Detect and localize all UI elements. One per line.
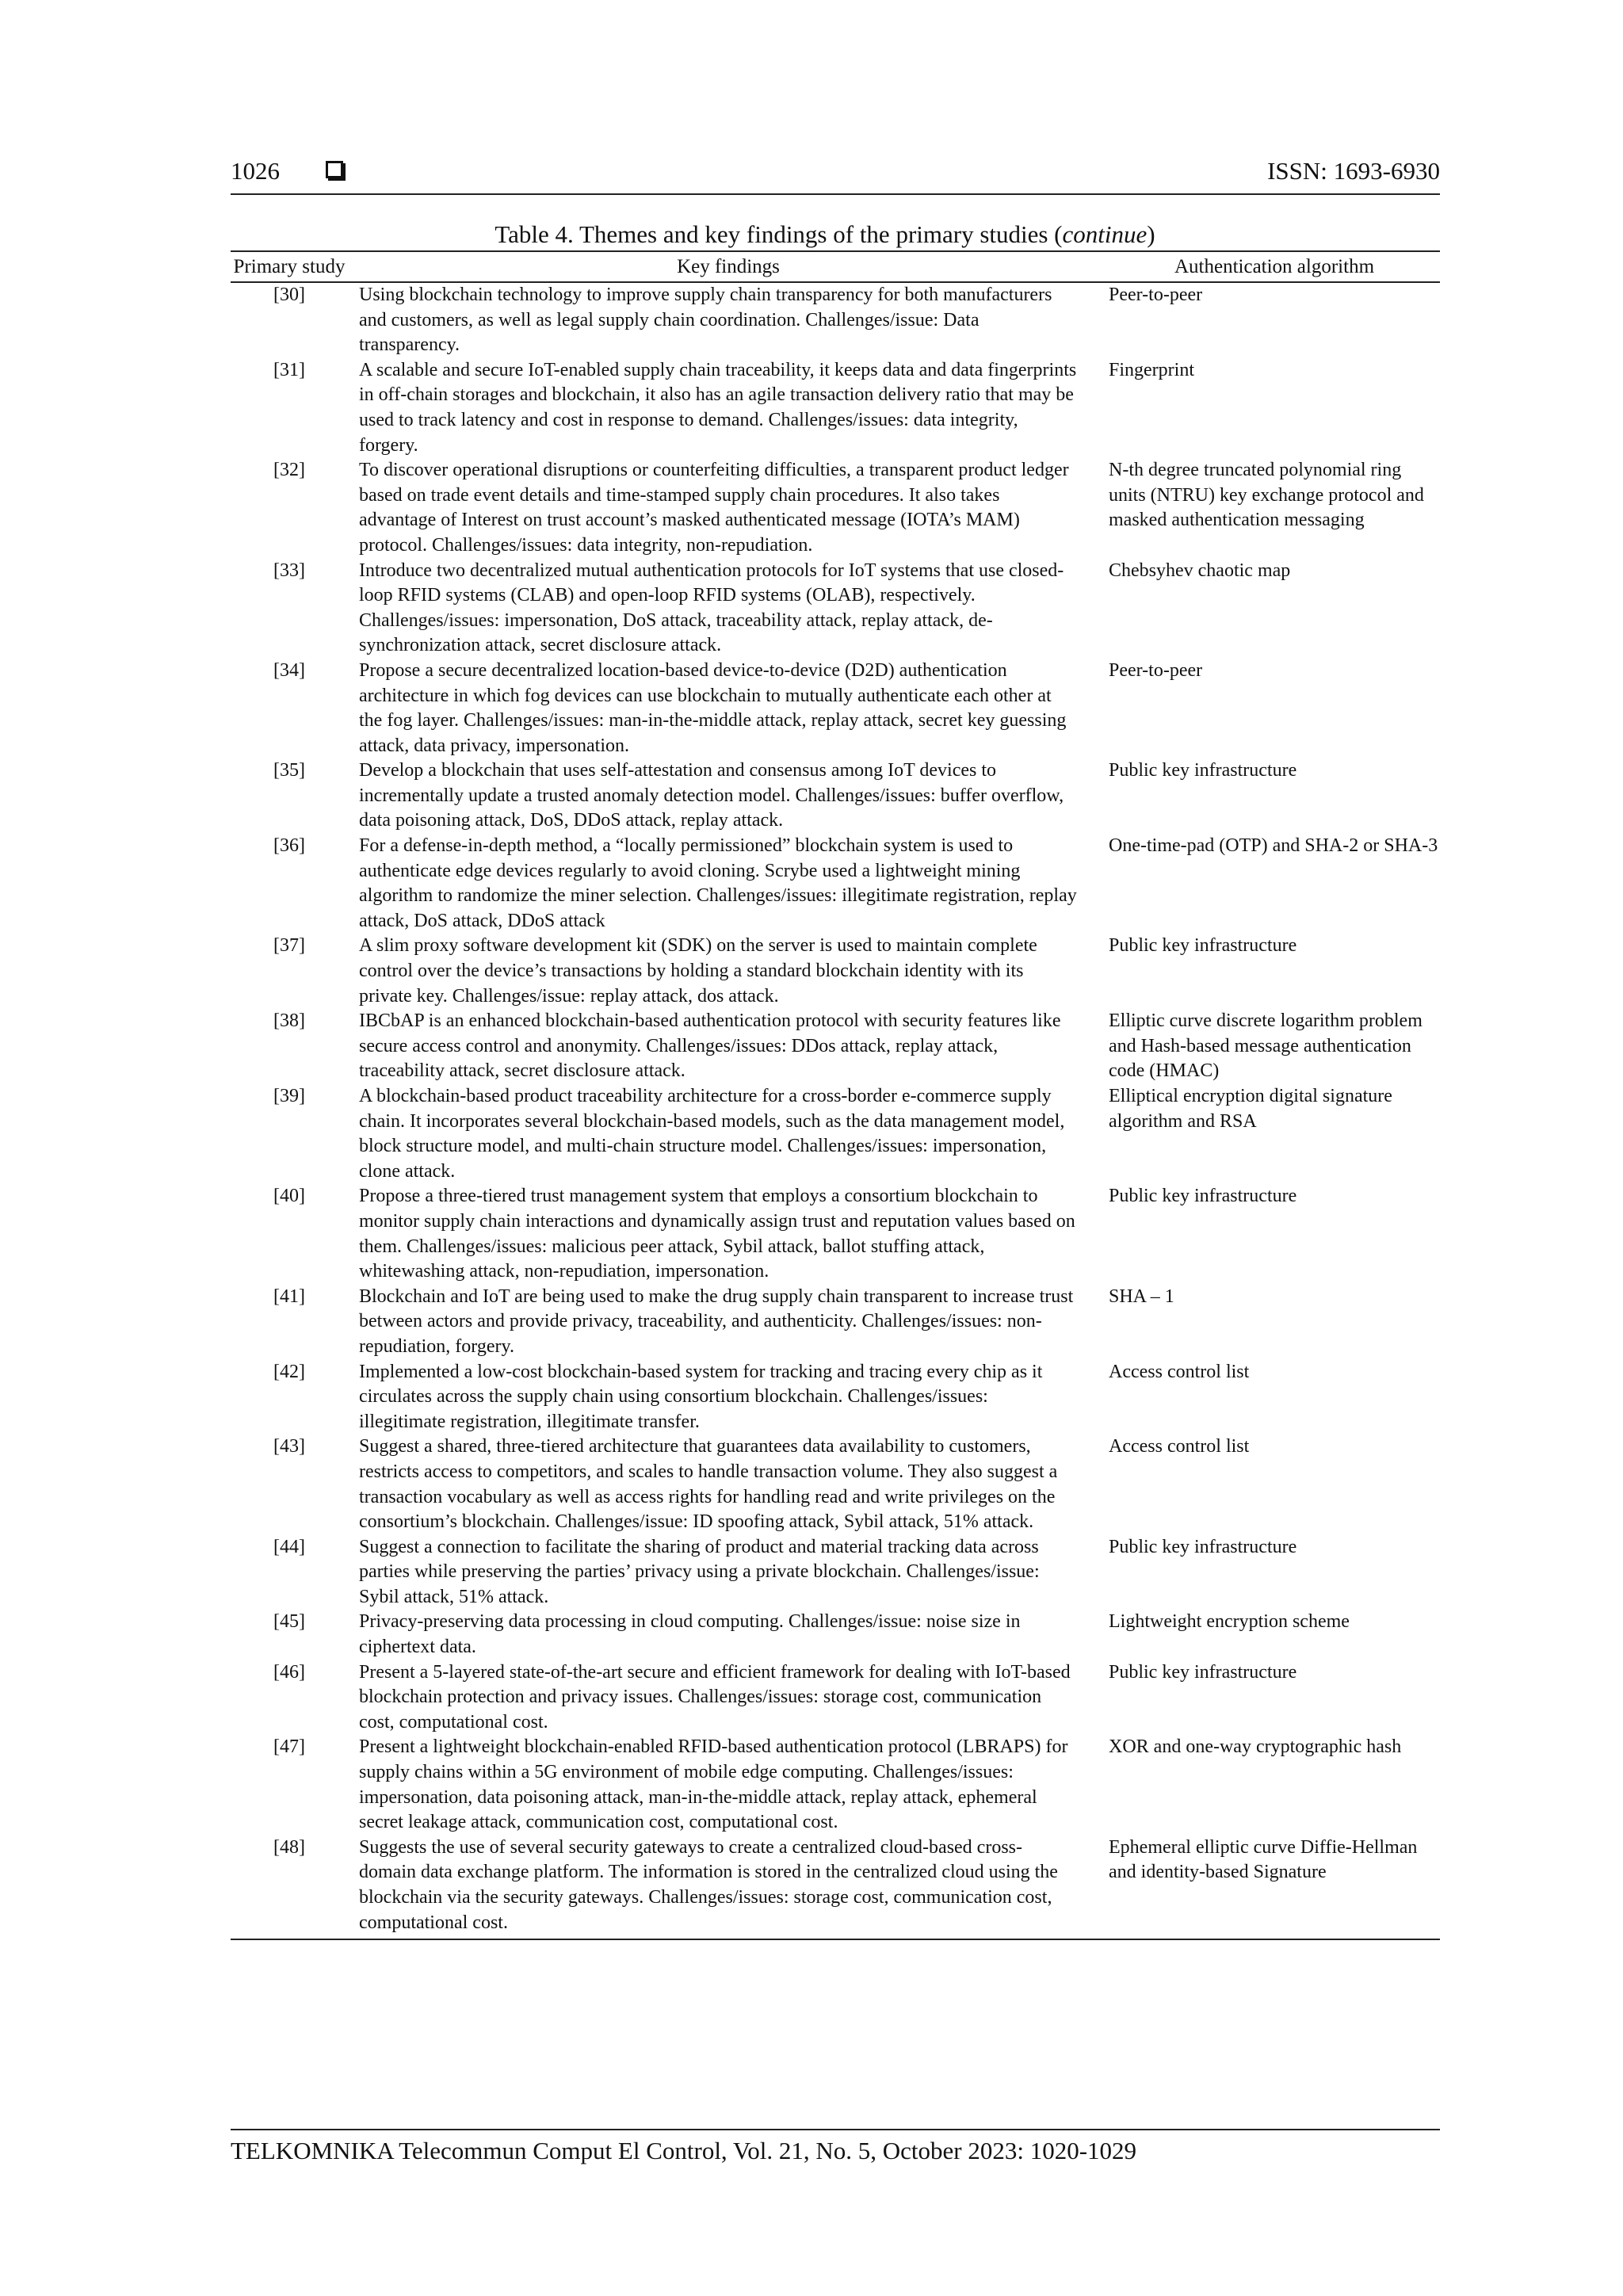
page-header <box>231 155 1440 195</box>
caption-end: ) <box>1147 220 1155 248</box>
table-row <box>231 834 1440 934</box>
table-row <box>231 1009 1440 1084</box>
cell-primary-study: [39] <box>273 1086 305 1106</box>
table-caption <box>231 219 1440 252</box>
cell-key-findings: A slim proxy software development kit (SDK) on the server is used to maintain complete control over the device’s transactions by holding a standard blockchain identity with its private key. Challenges/issue: replay attack, dos attack. <box>359 935 1037 1007</box>
cell-authentication-algorithm: Public key infrastructure <box>1109 1661 1297 1683</box>
table-row <box>231 458 1440 558</box>
cell-key-findings: Suggests the use of several security gateways to create a centralized cloud-based cross-domain data exchange platform. The information is stored in the centralized cloud using the blockchain via the security gateways. Challenges/issues: storage cost, communication cost, computational cost. <box>348 1836 1109 1939</box>
cell-primary-study: [42] <box>273 1361 305 1382</box>
table-row <box>231 1435 1440 1534</box>
table-row <box>231 1285 1440 1360</box>
table-row <box>231 1535 1440 1610</box>
cell-key-findings: Introduce two decentralized mutual authentication protocols for IoT systems that use closed-loop RFID systems (CLAB) and open-loop RFID systems (OLAB), respectively. Challenges/issues: impersonation, DoS attack, traceability attack, replay attack, de-synchronization attack, secret disclosure attack. <box>359 560 1064 656</box>
cell-primary-study: [30] <box>273 285 305 305</box>
cell-key-findings: Suggest a shared, three-tiered architecture that guarantees data availability to customers, restricts access to competitors, and scales to handle transaction volume. They also suggest a transaction vocabulary as well as access rights for handling read and write privileges on the consortium’s blockchain. Challenges/issue: ID spoofing attack, Sybil attack, 51% attack. <box>359 1436 1058 1533</box>
cell-primary-study: [32] <box>273 460 305 481</box>
cell-primary-study: [35] <box>273 760 305 781</box>
cell-authentication-algorithm: Public key infrastructure <box>1109 1186 1297 1207</box>
cell-key-findings: To discover operational disruptions or counterfeiting difficulties, a transparent product ledger based on trade event details and time-stamped supply chain procedures. It also takes advantage of Interest on trust account’s masked authenticated message (IOTA’s MAM) protocol. Challenges/issues: data integrity, non-repudiation. <box>359 460 1069 556</box>
cell-primary-study: [45] <box>273 1611 305 1633</box>
cell-key-findings: Blockchain and IoT are being used to make the drug supply chain transparent to increase trust between actors and provide privacy, traceability, and authenticity. Challenges/issues: non-repudiation, forgery. <box>359 1286 1074 1357</box>
column-header-algorithm: Authentication algorithm <box>1109 252 1440 282</box>
table-row <box>231 358 1440 458</box>
table-row <box>231 1660 1440 1736</box>
cell-key-findings: Present a lightweight blockchain-enabled RFID-based authentication protocol (LBRAPS) for supply chains within a 5G environment of mobile edge computing. Challenges/issues: impersonation, data poisoning attack, man-in-the-middle attack, replay attack, ephemeral secret leakage attack, communication cost, computational cost. <box>359 1736 1068 1833</box>
table-row <box>231 758 1440 834</box>
cell-authentication-algorithm: XOR and one-way cryptographic hash <box>1109 1736 1402 1758</box>
cell-key-findings: A scalable and secure IoT-enabled supply chain traceability, it keeps data and data fingerprints in off-chain storages and blockchain, it also has an agile transaction delivery ratio that may be used to track latency and cost in response to demand. Challenges/issues: data integrity, forgery. <box>359 359 1077 456</box>
cell-authentication-algorithm: Elliptic curve discrete logarithm problem and Hash-based message authentication code (HMAC) <box>1109 1010 1423 1082</box>
table-row <box>231 282 1440 358</box>
column-header-findings: Key findings <box>348 252 1109 282</box>
cell-authentication-algorithm: Public key infrastructure <box>1109 935 1297 957</box>
table-row <box>231 1184 1440 1284</box>
cell-key-findings: For a defense-in-depth method, a “locally permissioned” blockchain system is used to authenticate edge devices regularly to avoid cloning. Scrybe used a lightweight mining algorithm to randomize the miner selection. Challenges/issues: illegitimate registration, replay attack, DoS attack, DDoS attack <box>359 835 1077 931</box>
cell-key-findings: Privacy-preserving data processing in cloud computing. Challenges/issue: noise size in ciphertext data. <box>359 1611 1021 1658</box>
cell-primary-study: [34] <box>273 659 305 681</box>
cell-key-findings: Implemented a low-cost blockchain-based system for tracking and tracing every chip as it circulates across the supply chain using consortium blockchain. Challenges/issues: illegitimate registration, illegitimate transfer. <box>359 1361 1043 1432</box>
cell-authentication-algorithm: Peer-to-peer <box>1109 659 1203 681</box>
page-footer: TELKOMNIKA Telecommun Comput El Control, Vol. 21, No. 5, October 2023: 1020-1029 <box>231 2129 1440 2167</box>
cell-primary-study: [31] <box>273 359 305 380</box>
cell-primary-study: [36] <box>273 835 305 857</box>
cell-primary-study: [38] <box>273 1010 305 1032</box>
caption-italic: continue <box>1062 220 1148 248</box>
cell-primary-study: [37] <box>273 935 305 957</box>
cell-key-findings: Develop a blockchain that uses self-attestation and consensus among IoT devices to incrementally update a trusted anomaly detection model. Challenges/issues: buffer overflow, data poisoning attack, DoS, DDoS attack, replay attack. <box>359 760 1064 831</box>
table-row <box>231 559 1440 659</box>
cell-key-findings: Using blockchain technology to improve supply chain transparency for both manufacturers and customers, as well as legal supply chain coordination. Challenges/issue: Data transparency. <box>359 285 1052 356</box>
cell-primary-study: [41] <box>273 1286 305 1307</box>
cell-key-findings: Suggest a connection to facilitate the sharing of product and material tracking data across parties while preserving the parties’ privacy using a private blockchain. Challenges/issue: Sybil attack, 51% attack. <box>359 1536 1040 1607</box>
cell-primary-study: [40] <box>273 1186 305 1207</box>
table-row <box>231 1084 1440 1184</box>
cell-authentication-algorithm: Access control list <box>1109 1436 1250 1457</box>
cell-authentication-algorithm: One-time-pad (OTP) and SHA-2 or SHA-3 <box>1109 835 1438 857</box>
cell-key-findings: A blockchain-based product traceability architecture for a cross-border e-commerce supply chain. It incorporates several blockchain-based models, such as the data management model, block structure model, and multi-chain structure model. Challenges/issues: impersonation, clone attack. <box>359 1086 1065 1182</box>
cell-authentication-algorithm: Public key infrastructure <box>1109 760 1297 781</box>
table-row <box>231 934 1440 1009</box>
square-box-icon <box>326 161 343 178</box>
table-body <box>231 282 1440 1939</box>
cell-primary-study: [46] <box>273 1661 305 1683</box>
cell-authentication-algorithm: Chebsyhev chaotic map <box>1109 560 1291 581</box>
table-row <box>231 1735 1440 1835</box>
issn-label: ISSN: 1693-6930 <box>1267 157 1440 185</box>
cell-key-findings: Propose a secure decentralized location-based device-to-device (D2D) authentication architecture in which fog devices can use blockchain to mutually authenticate each other at the fog layer. Challenges/issues: man-in-the-middle attack, replay attack, secret key guessing attack, data privacy, impersonation. <box>359 659 1067 756</box>
cell-authentication-algorithm: Elliptical encryption digital signature algorithm and RSA <box>1109 1086 1392 1132</box>
table-row <box>231 1360 1440 1435</box>
table-row <box>231 1836 1440 1939</box>
cell-key-findings: IBCbAP is an enhanced blockchain-based authentication protocol with security features like secure access control and anonymity. Challenges/issues: DDos attack, replay attack, traceability attack, secret disclosure attack. <box>359 1010 1061 1082</box>
cell-authentication-algorithm: Ephemeral elliptic curve Diffie-Hellman and identity-based Signature <box>1109 1836 1440 1939</box>
cell-authentication-algorithm: Fingerprint <box>1109 359 1194 380</box>
table-header-row <box>231 252 1440 282</box>
table-row <box>231 659 1440 758</box>
table-container <box>231 219 1440 1940</box>
cell-authentication-algorithm: Peer-to-peer <box>1109 285 1203 305</box>
cell-primary-study: [47] <box>273 1736 305 1758</box>
cell-primary-study: [48] <box>231 1836 348 1939</box>
page-number: 1026 <box>231 157 280 185</box>
table-row <box>231 1610 1440 1660</box>
cell-primary-study: [33] <box>273 560 305 581</box>
caption-main: Table 4. Themes and key findings of the primary studies ( <box>495 220 1063 248</box>
cell-authentication-algorithm: N-th degree truncated polynomial ring units (NTRU) key exchange protocol and masked authentication messaging <box>1109 460 1424 531</box>
cell-primary-study: [44] <box>273 1536 305 1557</box>
cell-primary-study: [43] <box>273 1436 305 1457</box>
cell-authentication-algorithm: Access control list <box>1109 1361 1250 1382</box>
cell-key-findings: Present a 5-layered state-of-the-art secure and efficient framework for dealing with IoT-based blockchain protection and privacy issues. Challenges/issues: storage cost, communication cost, computational cost. <box>359 1661 1071 1733</box>
cell-authentication-algorithm: Public key infrastructure <box>1109 1536 1297 1557</box>
findings-table <box>231 252 1440 1940</box>
cell-authentication-algorithm: SHA – 1 <box>1109 1286 1174 1307</box>
column-header-study: Primary study <box>231 252 348 282</box>
cell-authentication-algorithm: Lightweight encryption scheme <box>1109 1611 1350 1633</box>
cell-key-findings: Propose a three-tiered trust management system that employs a consortium blockchain to monitor supply chain interactions and dynamically assign trust and reputation values based on them. Challenges/issues: malicious peer attack, Sybil attack, ballot stuffing attack, whitewashing attack, non-repudiation, impersonation. <box>359 1186 1075 1282</box>
